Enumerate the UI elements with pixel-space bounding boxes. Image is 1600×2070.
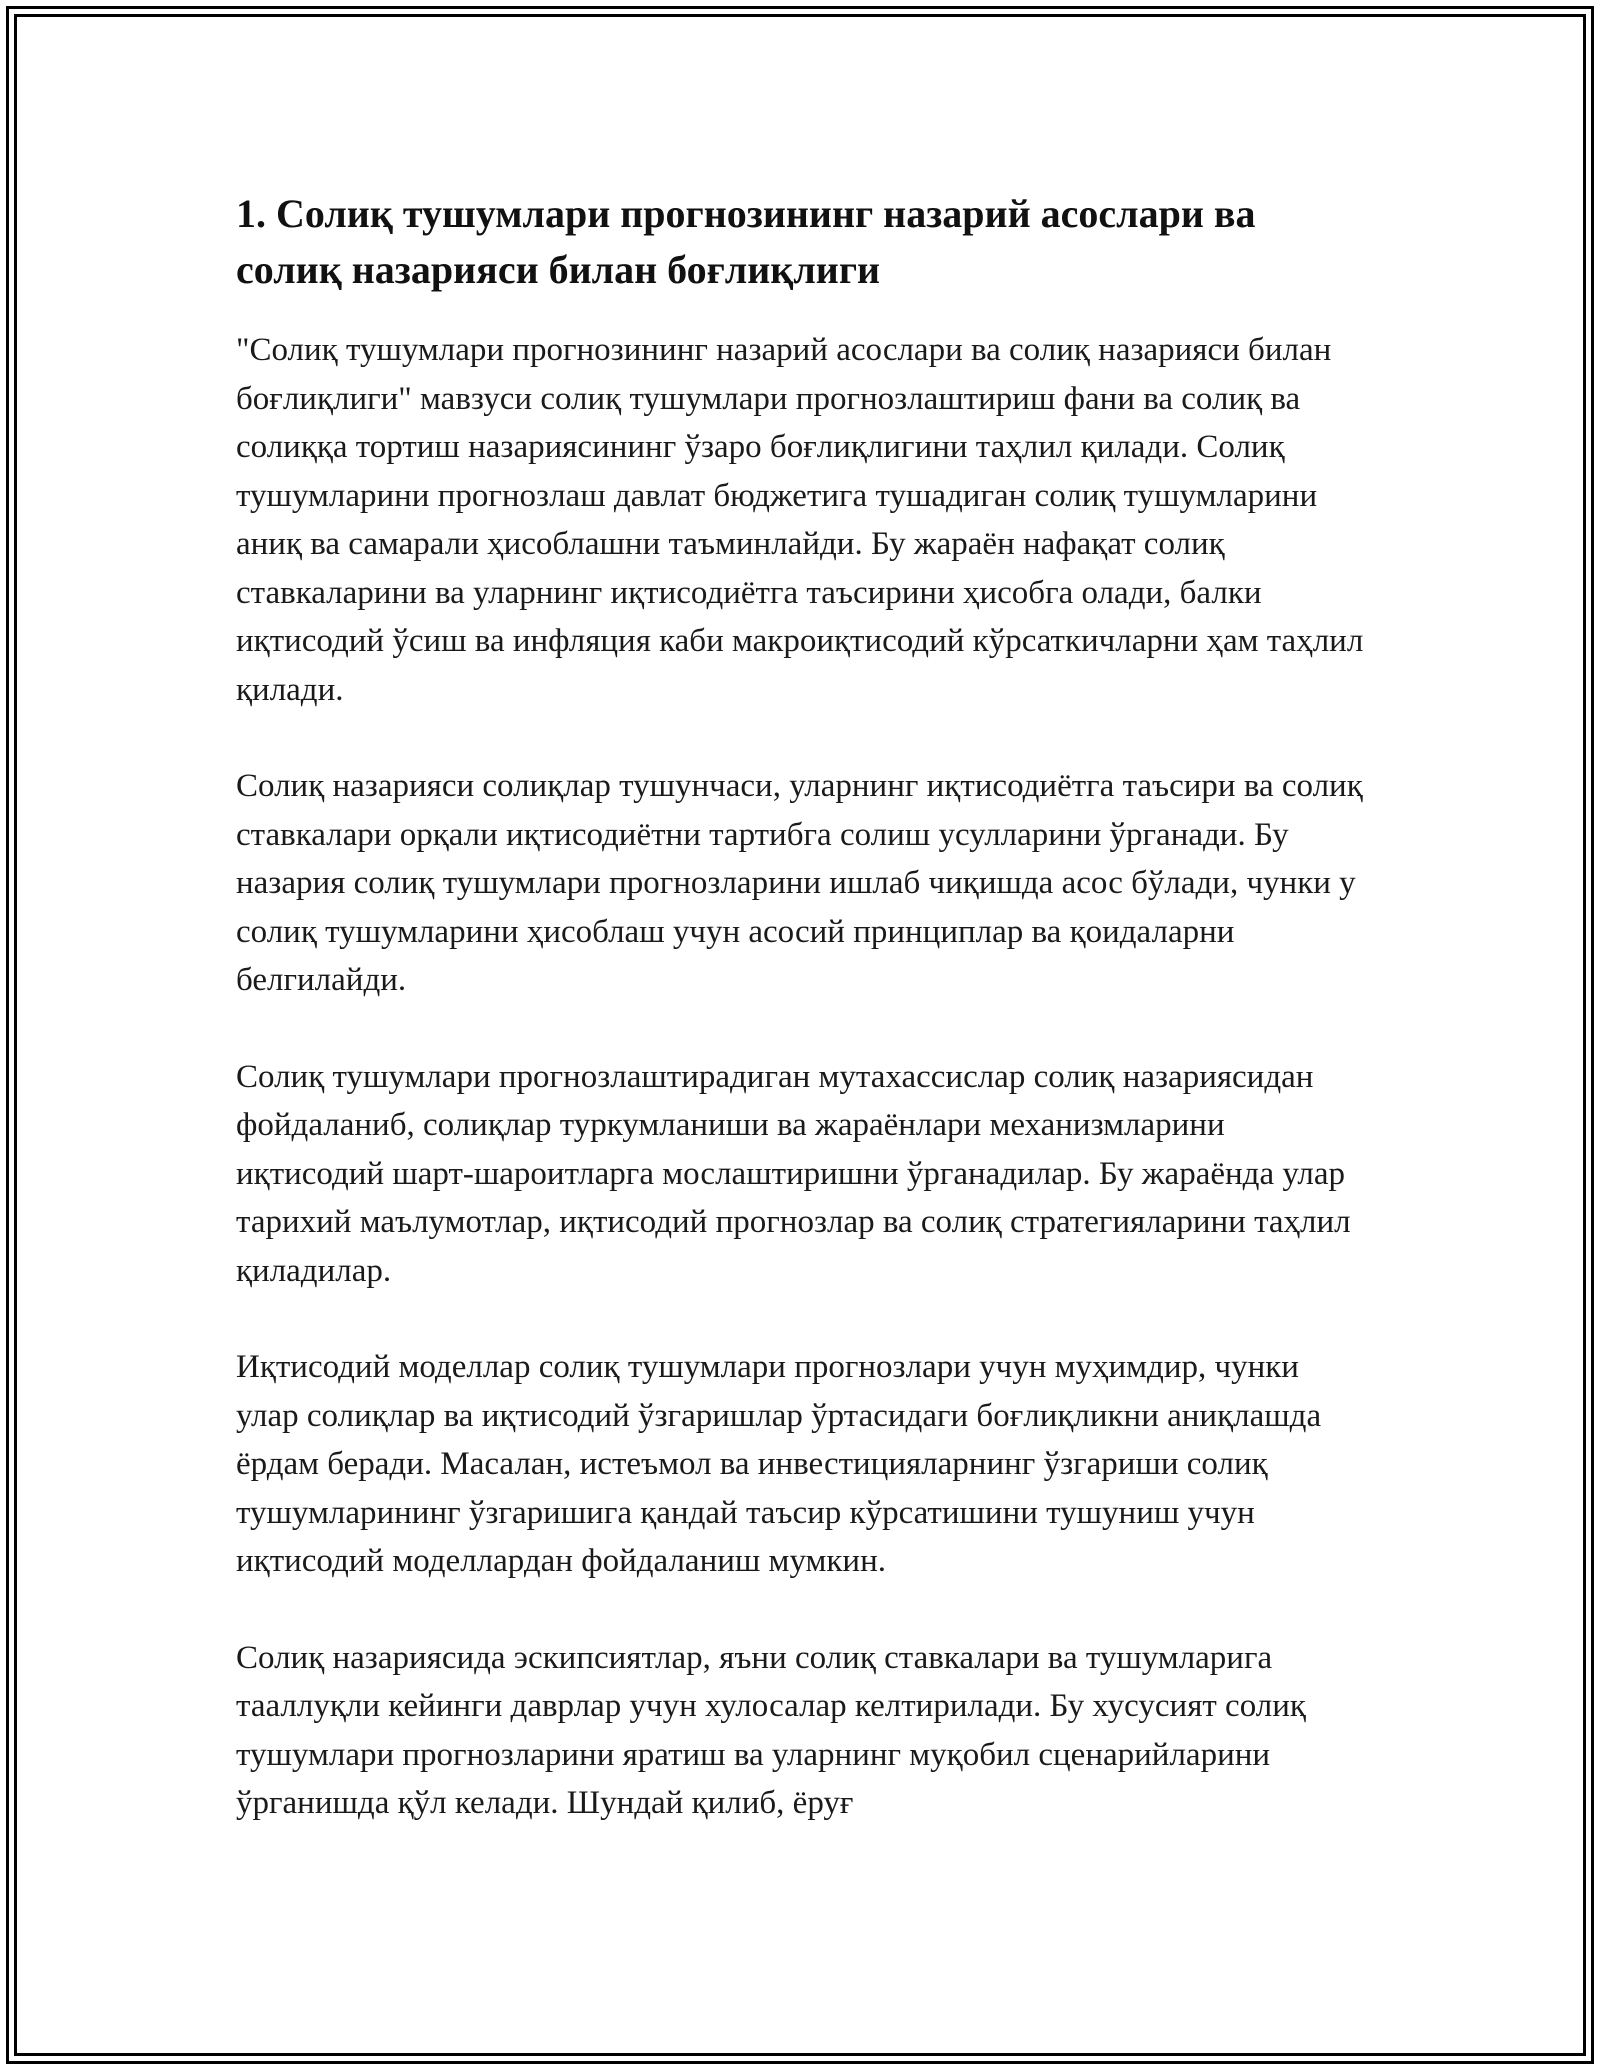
- paragraph-3: Солиқ тушумлари прогнозлаштирадиган мутахассислар солиқ назариясидан фойдаланиб, солиқлар туркумланиши ва жараёнлари механизмларини иқтисодий шарт-шароитларга мослаштиришни ўрганадилар. Бу жараёнда улар тарихий маълумотлар, иқтисодий прогнозлар ва солиқ стратегияларини таҳлил қиладилар.: [236, 1058, 1351, 1289]
- paragraph-4: Иқтисодий моделлар солиқ тушумлари прогнозлари учун муҳимдир, чунки улар солиқлар ва иқтисодий ўзгаришлар ўртасидаги боғлиқликни аниқлашда ёрдам беради. Масалан, истеъмол ва инвестицияларнинг ўзгариши солиқ тушумларининг ўзгаришига қандай таъсир кўрсатишини тушуниш учун иқтисодий моделлардан фойдаланиш мумкин.: [236, 1349, 1322, 1579]
- paragraph-5: Солиқ назариясида эскипсиятлар, яъни солиқ ставкалари ва тушумларига тааллуқли кейинги даврлар учун хулосалар келтирилади. Бу хусусият солиқ тушумлари прогнозларини яратиш ва уларнинг муқобил сценарийларини ўрганишда қўл келади. Шундай қилиб, ёруғ: [236, 1639, 1306, 1821]
- paragraph-2: Солиқ назарияси солиқлар тушунчаси, уларнинг иқтисодиётга таъсири ва солиқ ставкалари орқали иқтисодиётни тартибга солиш усулларини ўрганади. Бу назария солиқ тушумлари прогнозларини ишлаб чиқишда асос бўлади, чунки у солиқ тушумларини ҳисоблаш учун асосий принциплар ва қоидаларни белгилайди.: [236, 768, 1363, 998]
- document-body: [236, 186, 1364, 1876]
- section-heading: 1. Солиқ тушумлари прогнозининг назарий асослари ва солиқ назарияси билан боғлиқлиги: [236, 191, 1256, 292]
- paragraph-1: "Солиқ тушумлари прогнозининг назарий асослари ва солиқ назарияси билан боғлиқлиги" мавзуси солиқ тушумлари прогнозлаштириш фани ва солиқ ва солиққа тортиш назариясининг ўзаро боғлиқлигини таҳлил қилади. Солиқ тушумларини прогнозлаш давлат бюджетига тушадиган солиқ тушумларини аниқ ва самарали ҳисоблашни таъминлайди. Бу жараён нафақат солиқ ставкаларини ва уларнинг иқтисодиётга таъсирини ҳисобга олади, балки иқтисодий ўсиш ва инфляция каби макроиқтисодий кўрсаткичларни ҳам таҳлил қилади.: [236, 332, 1364, 708]
